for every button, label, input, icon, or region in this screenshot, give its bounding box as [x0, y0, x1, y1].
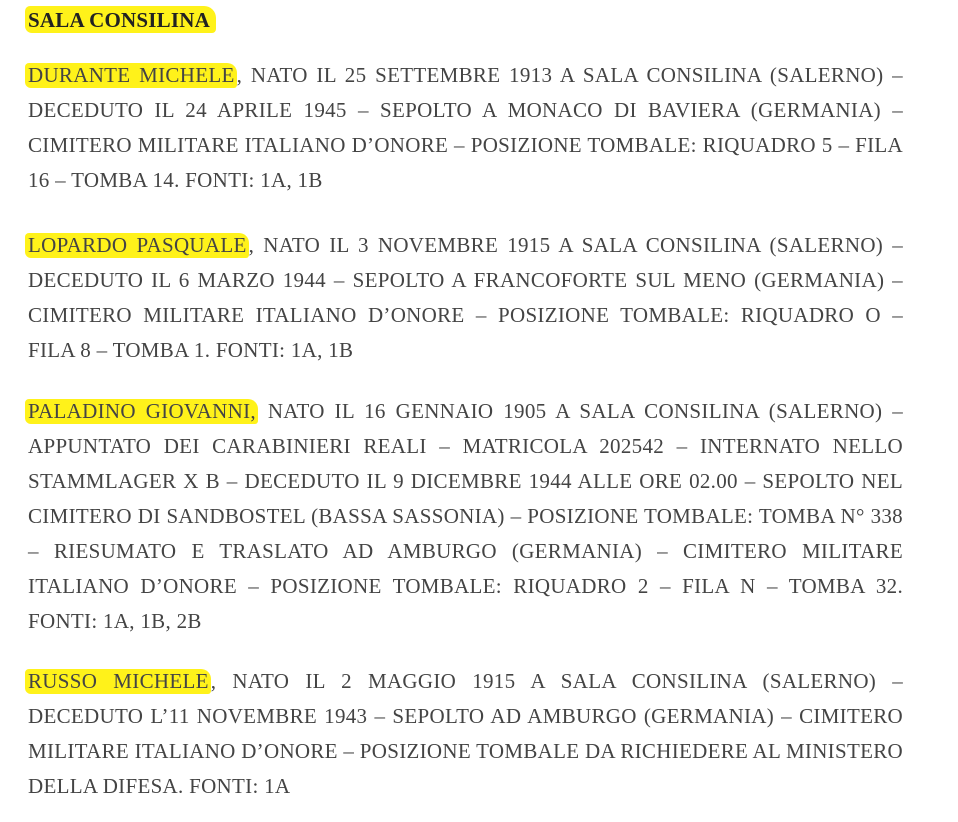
entry-lopardo-pasquale — [28, 228, 903, 368]
entry-russo-michele — [28, 664, 903, 804]
entry-durante-michele — [28, 58, 903, 198]
entry-text: , NATO IL 2 MAGGIO 1915 A SALA CONSILINA (SALERNO) – DECEDUTO L’11 NOVEMBRE 1943 – SEPOLTO AD AMBURGO (GERMANIA) – CIMITERO MILITARE ITALIANO D’ONORE – POSIZIONE TOMBALE DA RICHIEDERE AL MINISTERO DELLA DIFESA. FONTI: 1A — [28, 669, 903, 798]
entry-paladino-giovanni — [28, 394, 903, 639]
entry-name-highlight: PALADINO GIOVANNI, — [25, 399, 258, 424]
section-title-highlight: SALA CONSILINA — [25, 6, 216, 33]
section-title — [28, 8, 216, 33]
entry-text: , NATO IL 3 NOVEMBRE 1915 A SALA CONSILINA (SALERNO) – DECEDUTO IL 6 MARZO 1944 – SEPOLTO A FRANCOFORTE SUL MENO (GERMANIA) – CIMITERO MILITARE ITALIANO D’ONORE – POSIZIONE TOMBALE: RIQUADRO O – FILA 8 – TOMBA 1. FONTI: 1A, 1B — [28, 233, 903, 362]
entry-name-highlight: LOPARDO PASQUALE — [25, 233, 249, 258]
entry-text: NATO IL 16 GENNAIO 1905 A SALA CONSILINA (SALERNO) – APPUNTATO DEI CARABINIERI REALI – MATRICOLA 202542 – INTERNATO NELLO STAMMLAGER X B – DECEDUTO IL 9 DICEMBRE 1944 ALLE ORE 02.00 – SEPOLTO NEL CIMITERO DI SANDBOSTEL (BASSA SASSONIA) – POSIZIONE TOMBALE: TOMBA N° 338 – RIESUMATO E TRASLATO AD AMBURGO (GERMANIA) – CIMITERO MILITARE ITALIANO D’ONORE – POSIZIONE TOMBALE: RIQUADRO 2 – FILA N – TOMBA 32. FONTI: 1A, 1B, 2B — [28, 399, 904, 633]
entry-name-highlight: DURANTE MICHELE — [25, 63, 237, 88]
entry-text: , NATO IL 25 SETTEMBRE 1913 A SALA CONSILINA (SALERNO) – DECEDUTO IL 24 APRILE 1945 – SEPOLTO A MONACO DI BAVIERA (GERMANIA) – CIMITERO MILITARE ITALIANO D’ONORE – POSIZIONE TOMBALE: RIQUADRO 5 – FILA 16 – TOMBA 14. FONTI: 1A, 1B — [28, 63, 903, 192]
entry-name-highlight: RUSSO MICHELE — [25, 669, 211, 694]
